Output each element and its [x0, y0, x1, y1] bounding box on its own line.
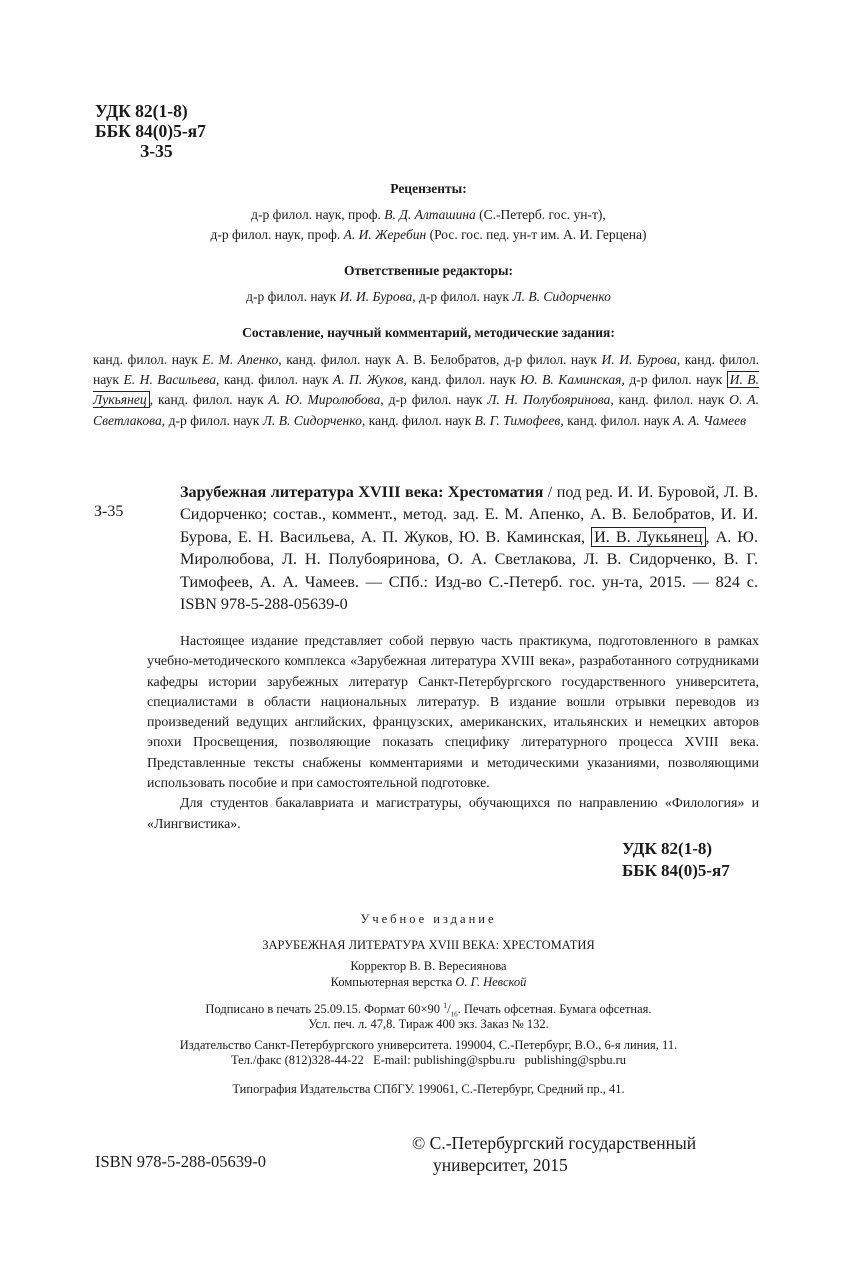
layout-designer: Компьютерная верстка О. Г. Невской — [330, 975, 527, 989]
compiler-text: , канд. филол. наук А. В. Белобратов, д-р филол. наук — [278, 352, 602, 367]
annotation-paragraph: Настоящее издание представляет собой первую часть практикума, подготовленного в рамках учебно-методического комплекса «Зарубежная литература XVIII века», разработанного сотрудниками кафедры истории зарубежных литератур Санкт-Петербургского государственного университета, специалистами в области национальных литератур. В издание вошли отрывки переводов из произведений ведущих английских, французских, американских, итальянских и немецких авторов эпохи Просвещения, позволяющие показать специфику литературного процесса XVIII века. Представленные тексты снабжены комментариями и методическими указаниями, позволяющими использовать пособие и при самостоятельной подготовке. — [147, 634, 759, 792]
compilers-list — [93, 350, 759, 431]
compiler-text: канд. филол. наук — [93, 352, 203, 367]
copyright: © С.-Петербургский государственный университет, 2015 — [412, 1133, 697, 1175]
compiler-name: Л. Н. Полубояринова — [487, 392, 611, 408]
compiler-name: О. А. Светлакова — [93, 392, 759, 428]
compiler-name: В. Г. Тимофеев — [474, 412, 561, 428]
bbk-code: ББК 84(0)5-я7 — [95, 121, 206, 141]
compiler-text: , д-р филол. наук — [161, 412, 263, 428]
publisher-contacts: Тел./факс (812)328-44-22 E-mail: publishing@spbu.ru publishing@spbu.ru — [230, 1053, 627, 1067]
compiler-text: , канд. филол. наук — [93, 352, 759, 388]
compiler-text: , канд. филол. наук — [361, 412, 475, 428]
compiler-text: , д-р филол. наук — [621, 372, 727, 388]
editors-line: д-р филол. наук И. И. Бурова, д-р филол. наук Л. В. Сидорченко — [246, 289, 611, 304]
editors-heading: Ответственные редакторы: — [343, 263, 513, 278]
edition-type: Учебное издание — [360, 912, 497, 926]
boxed-author-name: И. В. Лукьянец — [591, 527, 705, 547]
compiler-name: Ю. В. Каминская — [520, 372, 622, 388]
typography: Типография Издательства СПбГУ. 199061, С.-Петербург, Средний пр., 41. — [232, 1082, 625, 1096]
compiler-text: , канд. филол. наук — [560, 412, 674, 428]
reviewer-line-2: д-р филол. наук, проф. А. И. Жеребин (Рос. гос. пед. ун-т им. А. И. Герцена) — [210, 227, 647, 242]
compiler-name: Л. В. Сидорченко — [262, 412, 362, 428]
compiler-name: А. П. Жуков — [332, 372, 404, 388]
compiler-text: , канд. филол. наук — [610, 392, 730, 408]
compiler-name: Е. М. Апенко — [202, 352, 279, 367]
imprint-book-title: ЗАРУБЕЖНАЯ ЛИТЕРАТУРА XVIII ВЕКА: ХРЕСТОМАТИЯ — [262, 938, 595, 952]
isbn: ISBN 978-5-288-05639-0 — [95, 1152, 266, 1171]
classification-block — [95, 101, 206, 161]
signed-for-print: Подписано в печать 25.09.15. Формат 60×90 $^1/_{16}$. Печать офсетная. Бумага офсетная. — [205, 1001, 652, 1019]
compiler-text: , д-р филол. наук — [380, 392, 488, 408]
author-mark: З-35 — [140, 141, 173, 161]
corrector: Корректор В. В. Вересиянова — [350, 959, 507, 973]
bbk-code: ББК 84(0)5-я7 — [622, 861, 730, 880]
udk-code: УДК 82(1-8) — [95, 101, 188, 121]
compiler-name: И. И. Бурова — [601, 352, 677, 367]
bibliographic-description: Зарубежная литература XVIII века: Хрестоматия / под ред. И. И. Буровой, Л. В. Сидорченко; состав., коммент., метод. зад. Е. М. Апенко, А. В. Белобратов, И. И. Бурова, Е. Н. Васильева, А. П. Жуков, Ю. В. Каминская, И. В. Лукьянец , А. Ю. Миролюбова, Л. Н. Полубояринова, О. А. Светлакова, Л. В. Сидорченко, В. Г. Тимофеев, А. А. Чамеев. — СПб.: Изд-во С.-Петерб. гос. ун-та, 2015. — 824 с. ISBN 978-5-288-05639-0 — [180, 483, 758, 614]
classification-block-bottom — [622, 838, 730, 882]
compiler-name: Е. Н. Васильева — [123, 372, 216, 388]
compiler-text: , канд. филол. наук — [403, 372, 521, 388]
udk-code: УДК 82(1-8) — [622, 839, 713, 858]
reviewers-heading: Рецензенты: — [390, 181, 467, 196]
book-title: Зарубежная литература XVIII века: Хрестоматия — [180, 483, 544, 501]
reviewer-line-1: д-р филол. наук, проф. В. Д. Алташина (С.-Петерб. гос. ун-т), — [251, 207, 606, 222]
compiler-name: А. Ю. Миролюбова — [268, 392, 381, 408]
compiler-text: , канд. филол. наук — [216, 372, 333, 388]
annotation-paragraph: Для студентов бакалавриата и магистратуры, обучающихся по направлению «Филология» и «Лингвистика». — [147, 796, 759, 832]
publisher-address: Издательство Санкт-Петербургского университета. 199004, С.-Петербург, В.О., 6-я линия, 11. — [179, 1038, 678, 1052]
compiler-name: А. А. Чамеев — [673, 412, 747, 428]
compilers-heading: Составление, научный комментарий, методические задания: — [242, 325, 615, 340]
author-mark-left: З-35 — [94, 503, 124, 520]
annotation — [147, 632, 759, 835]
compiler-text: , канд. филол. наук — [149, 392, 269, 408]
print-sheets: Усл. печ. л. 47,8. Тираж 400 экз. Заказ № 132. — [308, 1017, 549, 1031]
compiler-name: И. В. Лукьянец — [93, 372, 759, 408]
